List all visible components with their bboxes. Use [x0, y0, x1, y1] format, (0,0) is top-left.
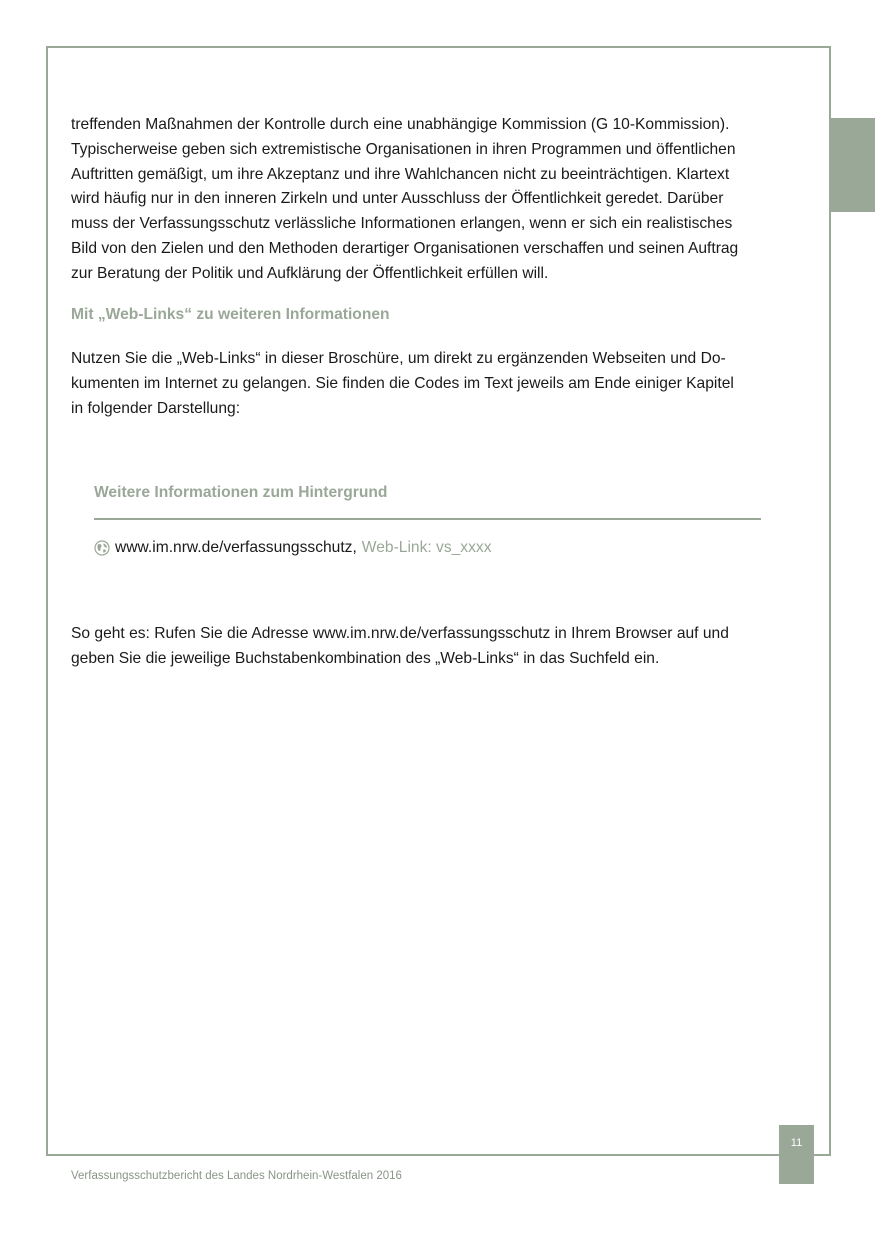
paragraph-line: in folgender Darstellung:	[71, 399, 241, 417]
web-link-code: Web-Link: vs_xxxx	[361, 539, 492, 556]
paragraph-line: muss der Verfassungsschutz verlässliche Informationen erlangen, wenn er sich ein realistisches	[71, 215, 733, 233]
web-link-row	[94, 539, 761, 557]
paragraph-line: treffenden Maßnahmen der Kontrolle durch eine unabhängige Kommission (G 10-Kommission).	[71, 116, 730, 133]
paragraph-line: Auftritten gemäßigt, um ihre Akzeptanz und ihre Wahlchancen nicht zu beeinträchtigen. Klartext	[71, 165, 730, 183]
info-box-divider	[94, 518, 761, 520]
paragraph-line: Bild von den Zielen und den Methoden derartiger Organisationen verschaffen und seinen Auftrag	[71, 239, 739, 257]
paragraph-line: zur Beratung der Politik und Aufklärung der Öffentlichkeit erfüllen will.	[71, 264, 549, 282]
paragraph-line: Nutzen Sie die „Web-Links“ in dieser Broschüre, um direkt zu ergänzenden Webseiten und Do-	[71, 350, 726, 367]
paragraph-3	[71, 622, 729, 672]
paragraph-line: Typischerweise geben sich extremistische Organisationen in ihren Programmen und öffentlichen	[71, 140, 736, 158]
paragraph-line: So geht es: Rufen Sie die Adresse www.im.nrw.de/verfassungsschutz in Ihrem Browser auf und	[71, 625, 729, 642]
web-link-url[interactable]: www.im.nrw.de/verfassungsschutz,	[115, 539, 357, 556]
paragraph-line: wird häufig nur in den inneren Zirkeln und unter Ausschluss der Öffentlichkeit geredet. Darüber	[71, 190, 724, 208]
paragraph-line: geben Sie die jeweilige Buchstabenkombination des „Web-Links“ in das Suchfeld ein.	[71, 649, 660, 667]
globe-icon	[94, 540, 110, 556]
paragraph-2	[71, 347, 734, 421]
section-heading: Mit „Web-Links“ zu weiteren Informationen	[71, 306, 390, 323]
paragraph-1	[71, 113, 791, 287]
info-box	[94, 484, 761, 557]
page-number: 11	[779, 1125, 814, 1184]
paragraph-line: kumenten im Internet zu gelangen. Sie finden die Codes im Text jeweils am Ende einiger Kapitel	[71, 374, 734, 392]
info-box-title: Weitere Informationen zum Hintergrund	[94, 484, 388, 501]
chapter-tab	[829, 118, 875, 212]
footer-text: Verfassungsschutzbericht des Landes Nordrhein-Westfalen 2016	[71, 1170, 402, 1182]
